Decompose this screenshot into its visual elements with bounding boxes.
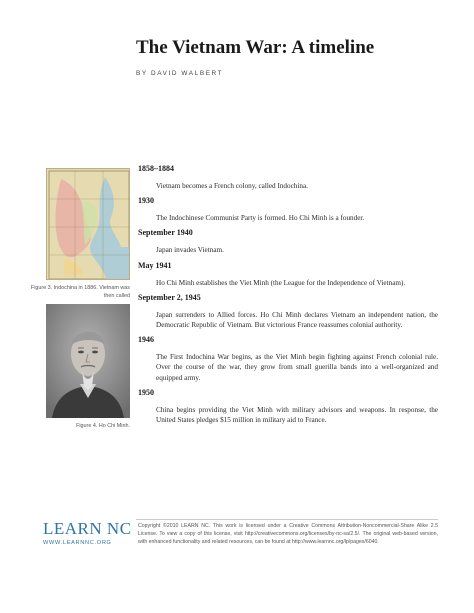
timeline-text: Ho Chi Minh establishes the Viet Minh (the League for the Independence of Vietnam). bbox=[156, 278, 406, 287]
timeline-entry bbox=[138, 260, 438, 288]
timeline-entry bbox=[138, 334, 438, 383]
timeline-year: 1930 bbox=[138, 196, 154, 206]
timeline-entry bbox=[138, 387, 438, 425]
timeline-year: 1858–1884 bbox=[138, 164, 174, 173]
timeline-text: The Indochinese Communist Party is formed. Ho Chi Minh is a founder. bbox=[156, 214, 365, 223]
map-image-icon bbox=[47, 169, 130, 280]
timeline-text: Japan surrenders to Allied forces. Ho Chi Minh declares Vietnam an independent nation, the Democratic Republic of Vietnam. But victorious France reassumes colonial authority. bbox=[156, 310, 438, 330]
timeline-year: September 1940 bbox=[138, 228, 193, 238]
copyright-notice: Copyright ©2010 LEARN NC. This work is licensed under a Creative Commons Attribution-Noncommercial-Share Alike 2.5 License. To view a copy of this license, visit http://creativecommons.org/licenses/by-nc-sa/2.5/. The original web-based version, with enhanced functionality and related resources, can be found at http://www.learnnc.org/lp/pages/6040. bbox=[138, 523, 438, 545]
logo-url: WWW.LEARNNC.ORG bbox=[43, 540, 112, 546]
timeline-year: May 1941 bbox=[138, 260, 172, 270]
footer-divider bbox=[136, 519, 438, 520]
ho-chi-minh-portrait bbox=[46, 304, 130, 418]
figure-4-caption: Figure 4. Ho Chi Minh. bbox=[76, 423, 130, 429]
indochina-map-image bbox=[46, 168, 130, 280]
timeline bbox=[138, 163, 438, 429]
timeline-year: 1950 bbox=[138, 387, 154, 397]
timeline-entry bbox=[138, 163, 438, 191]
timeline-text: The First Indochina War begins, as the Viet Minh begin fighting against French colonial rule. Over the course of the war, they grow from small guerilla bands into a well-organized and equipped army. bbox=[156, 353, 438, 382]
logo-wordmark: LEARN NC bbox=[43, 519, 132, 538]
byline: BY DAVID WALBERT bbox=[136, 70, 224, 77]
timeline-year: September 2, 1945 bbox=[138, 292, 201, 302]
timeline-entry bbox=[138, 227, 438, 255]
timeline-text: Vietnam becomes a French colony, called Indochina. bbox=[156, 182, 308, 190]
page-title: The Vietnam War: A timeline bbox=[136, 37, 375, 58]
timeline-text: China begins providing the Viet Minh with military advisors and weapons. In response, the United States pledges $15 million in military aid to France. bbox=[156, 405, 438, 425]
timeline-text: Japan invades Vietnam. bbox=[156, 246, 224, 255]
timeline-year: 1946 bbox=[138, 335, 154, 345]
timeline-entry bbox=[138, 292, 438, 330]
portrait-image-icon bbox=[46, 304, 130, 418]
figure-3-caption: Figure 3. Indochina in 1886. Vietnam was then called bbox=[30, 285, 130, 299]
timeline-entry bbox=[138, 195, 438, 223]
learn-nc-logo[interactable] bbox=[43, 519, 132, 553]
